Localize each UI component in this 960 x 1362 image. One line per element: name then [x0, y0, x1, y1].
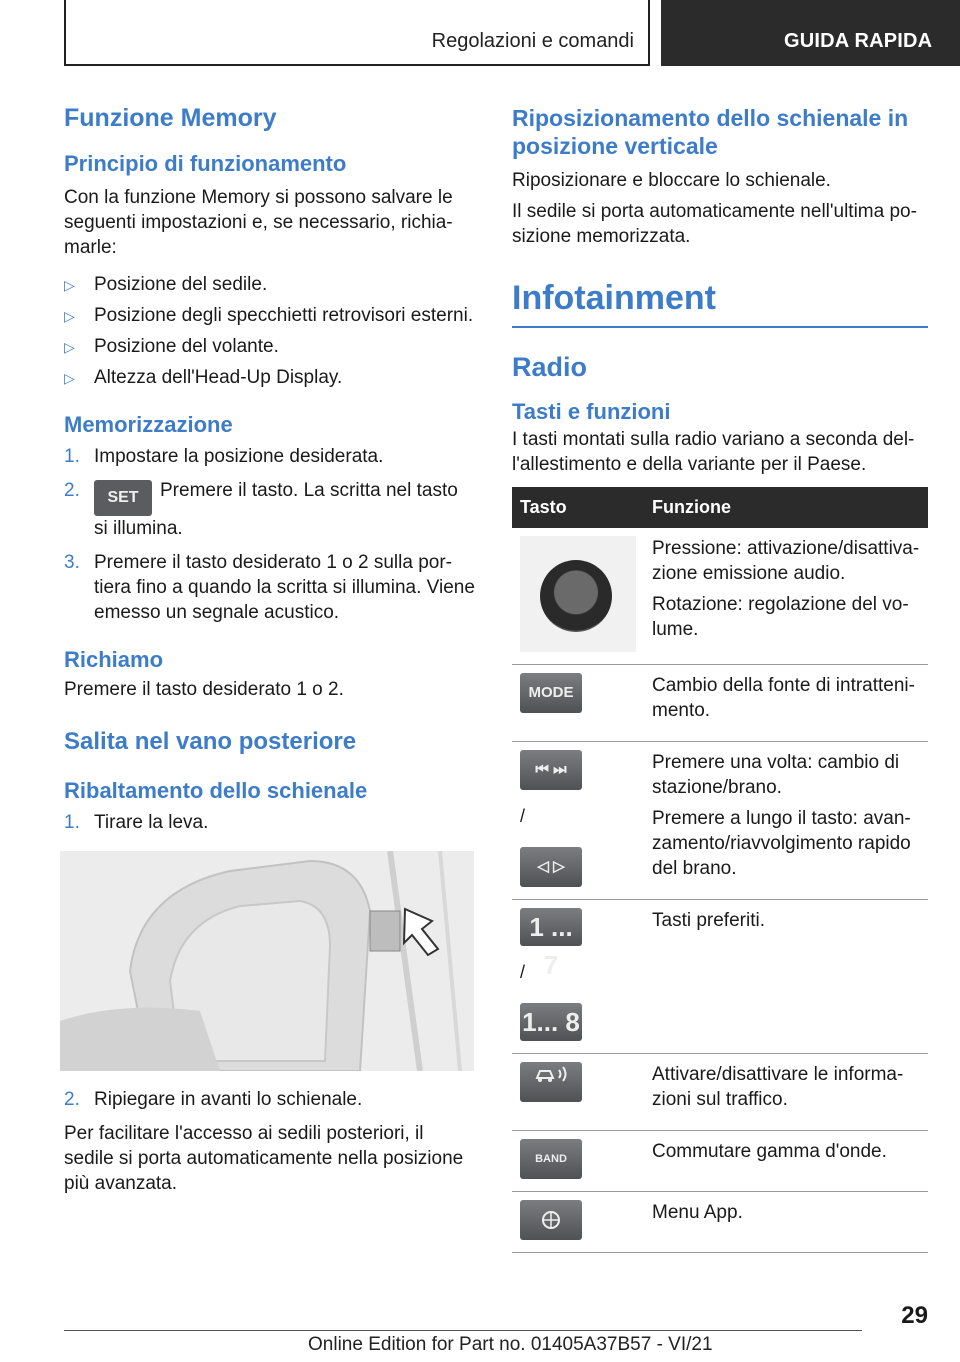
table-row: MODE Cambio della fonte di intratteni-mento. [512, 665, 928, 742]
separator-slash: / [520, 806, 526, 826]
infotainment-title: Infotainment [512, 279, 928, 328]
mode-button-icon: MODE [520, 673, 582, 713]
keys-table [512, 487, 928, 1253]
storage-steps [64, 444, 476, 625]
step-item: 1. Impostare la posizione desiderata. [64, 446, 384, 467]
table-row: 1 ... 7 / 1... 8 Tasti preferiti. [512, 900, 928, 1054]
upright-text-2: Il sedile si porta automaticamente nell'ultima po-sizione memorizzata. [512, 201, 917, 247]
arrow-buttons-icon: ◁ ▷ [520, 847, 582, 887]
step-item: 1. Tirare la leva. [64, 812, 209, 833]
guide-tab: GUIDA RAPIDA [661, 0, 960, 66]
table-row: ⏮ ⏭ / ◁ ▷ Premere una volta: cambio di stazione/brano. Premere a lungo il tasto: avan-zamento/riavvolgimento rapido del brano. [512, 742, 928, 900]
keys-title: Tasti e funzioni [512, 399, 671, 424]
recall-title: Richiamo [64, 647, 164, 672]
list-item: ▷ Posizione degli specchietti retrovisori esterni. [64, 303, 476, 328]
fold-steps-2 [64, 1087, 476, 1112]
volume-knob-icon [520, 536, 636, 652]
seat-lever-illustration [60, 851, 474, 1071]
triangle-bullet-icon: ▷ [64, 339, 75, 355]
list-item: ▷ Altezza dell'Head-Up Display. [64, 365, 476, 390]
principle-title: Principio di funzionamento [64, 151, 347, 176]
step-item: 2. Ripiegare in avanti lo schienale. [64, 1089, 363, 1110]
fold-text: Per facilitare l'accesso ai sedili posteriori, il sedile si porta automaticamente nella posizione più avanzata. [64, 1123, 464, 1194]
upright-text-1: Riposizionare e bloccare lo schienale. [512, 170, 831, 191]
preset-8-buttons-icon: 1... 8 [520, 1003, 582, 1041]
storage-title: Memorizzazione [64, 412, 233, 437]
table-row: Menu App. [512, 1192, 928, 1253]
step-item: 2. SET Premere il tasto. La scritta nel tasto si illumina. [64, 480, 458, 539]
section-title: Regolazioni e comandi [431, 30, 634, 52]
set-button-icon: SET [94, 480, 152, 516]
step-item: 3. Premere il tasto desiderato 1 o 2 sulla por-tiera fino a quando la scritta si illumina. Viene emesso un segnale acustico. [64, 552, 475, 623]
page-number: 29 [901, 1302, 928, 1329]
table-row: Attivare/disattivare le informa-zioni sul traffico. [512, 1054, 928, 1131]
principle-text: Con la funzione Memory si possono salvare le seguenti impostazioni e, se necessario, richia-marle: [64, 187, 453, 258]
triangle-bullet-icon: ▷ [64, 370, 75, 386]
recall-text: Premere il tasto desiderato 1 o 2. [64, 679, 344, 700]
traffic-info-button-icon [520, 1062, 582, 1102]
preset-7-buttons-icon: 1 ... 7 [520, 908, 582, 946]
separator-slash: / [520, 962, 526, 982]
apps-button-icon [520, 1200, 582, 1240]
radio-title: Radio [512, 352, 588, 382]
rear-access-title: Salita nel vano posteriore [64, 728, 357, 755]
table-row: Pressione: attivazione/disattiva-zione emissione audio. Rotazione: regolazione del vo-lume. [512, 528, 928, 665]
fold-title: Ribaltamento dello schienale [64, 778, 368, 803]
list-item: ▷ Posizione del volante. [64, 334, 476, 359]
edition-text: Online Edition for Part no. 01405A37B57 - VI/21 [308, 1334, 713, 1355]
col-function-header: Funzione [644, 487, 928, 528]
upright-title: Riposizionamento dello schienale in posizione verticale [512, 105, 909, 159]
col-key-header: Tasto [512, 487, 644, 528]
fold-steps [64, 810, 476, 835]
footer-divider [64, 1330, 862, 1331]
page-header [0, 0, 960, 66]
list-item: ▷ Posizione del sedile. [64, 272, 476, 297]
keys-text: I tasti montati sulla radio variano a seconda del-l'allestimento e della variante per il Paese. [512, 429, 915, 475]
left-column [64, 100, 476, 1196]
table-header-row [512, 487, 928, 528]
skip-buttons-icon: ⏮ ⏭ [520, 750, 582, 790]
memory-title: Funzione Memory [64, 104, 277, 132]
principle-list [64, 272, 476, 390]
table-row: BAND Commutare gamma d'onde. [512, 1131, 928, 1192]
right-column [512, 100, 928, 1253]
header-frame [64, 0, 650, 66]
band-button-icon: BAND [520, 1139, 582, 1179]
triangle-bullet-icon: ▷ [64, 277, 75, 293]
triangle-bullet-icon: ▷ [64, 308, 75, 324]
seat-illustration-svg [60, 851, 474, 1071]
